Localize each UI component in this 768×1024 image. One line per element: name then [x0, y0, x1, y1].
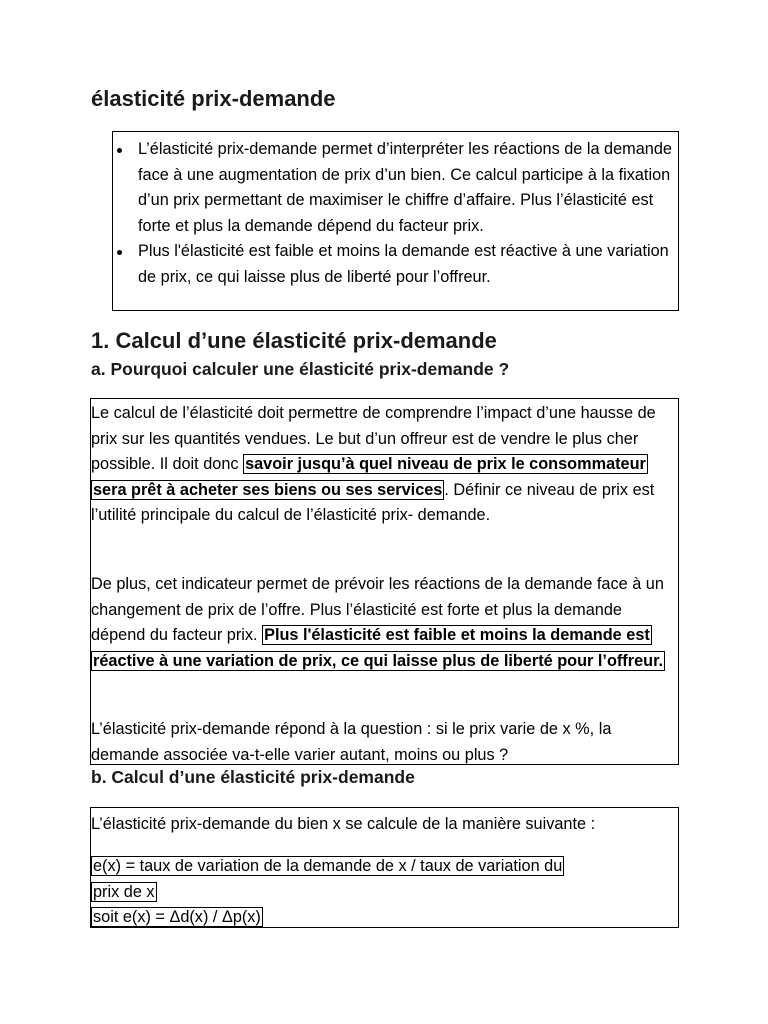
highlighted-text: savoir jusqu’à quel niveau de prix le consommateur sera prêt à acheter ses biens ou ses services	[93, 455, 646, 499]
list-item	[113, 239, 678, 290]
paragraph	[91, 401, 676, 529]
paragraph-text: De plus, cet indicateur permet de prévoir les réactions de la demande face à un changement de prix de l’offre. Plus l’élasticité est forte et plus la demande dépend du facteur prix.	[91, 575, 664, 645]
formula-line	[91, 854, 676, 880]
bullet-icon	[117, 250, 122, 255]
paragraph: L’élasticité prix-demande répond à la question : si le prix varie de x %, la demande associée va-t-elle varier autant, moins ou plus ?	[91, 720, 612, 764]
paragraph-text: . Définir ce niveau de prix est l’utilité principale du calcul de l’élasticité prix- demande.	[91, 480, 655, 525]
list-item	[113, 137, 678, 239]
bullet-icon	[117, 148, 122, 153]
section-heading: 1. Calcul d’une élasticité prix-demande	[91, 328, 497, 353]
formula-text: e(x) = taux de variation de la demande de x / taux de variation du	[93, 857, 563, 875]
paragraph	[91, 572, 676, 674]
bullet-text: L’élasticité prix-demande permet d’interpréter les réactions de la demande face à une augmentation de prix d’un bien. Ce calcul participe à la fixation d’un prix permettant de maximiser le chiffre d’affaire. Plus l’élasticité est forte et plus la demande dépend du facteur prix.	[138, 140, 672, 235]
formula-text: soit e(x) = Δd(x) / Δp(x)	[93, 908, 261, 927]
bullet-text: Plus l'élasticité est faible et moins la demande est réactive à une variation de prix, ce qui laisse plus de liberté pour l’offreur.	[138, 242, 669, 286]
paragraph-text: Le calcul de l’élasticité doit permettre de comprendre l’impact d’une hausse de prix sur les quantités vendues. Le but d’un offreur est de vendre le plus cher possible. Il doit donc	[91, 404, 656, 474]
highlighted-text: Plus l'élasticité est faible et moins la demande est réactive à une variation de prix, ce qui laisse plus de liberté pour l’offreur.	[93, 626, 664, 670]
subsection-heading-a: a. Pourquoi calculer une élasticité prix-demande ?	[91, 359, 510, 379]
formula	[91, 854, 676, 928]
subsection-heading-b: b. Calcul d’une élasticité prix-demande	[91, 767, 415, 787]
formula-text: prix de x	[93, 882, 155, 901]
formula-line	[91, 880, 676, 906]
intro-bullet-list	[113, 137, 678, 291]
formula-box	[90, 807, 679, 928]
formula-line	[91, 905, 676, 928]
page-title: élasticité prix-demande	[91, 86, 336, 111]
paragraph: L’élasticité prix-demande du bien x se calcule de la manière suivante :	[91, 815, 596, 833]
intro-box	[112, 131, 679, 311]
why-calculate-box	[90, 398, 679, 765]
